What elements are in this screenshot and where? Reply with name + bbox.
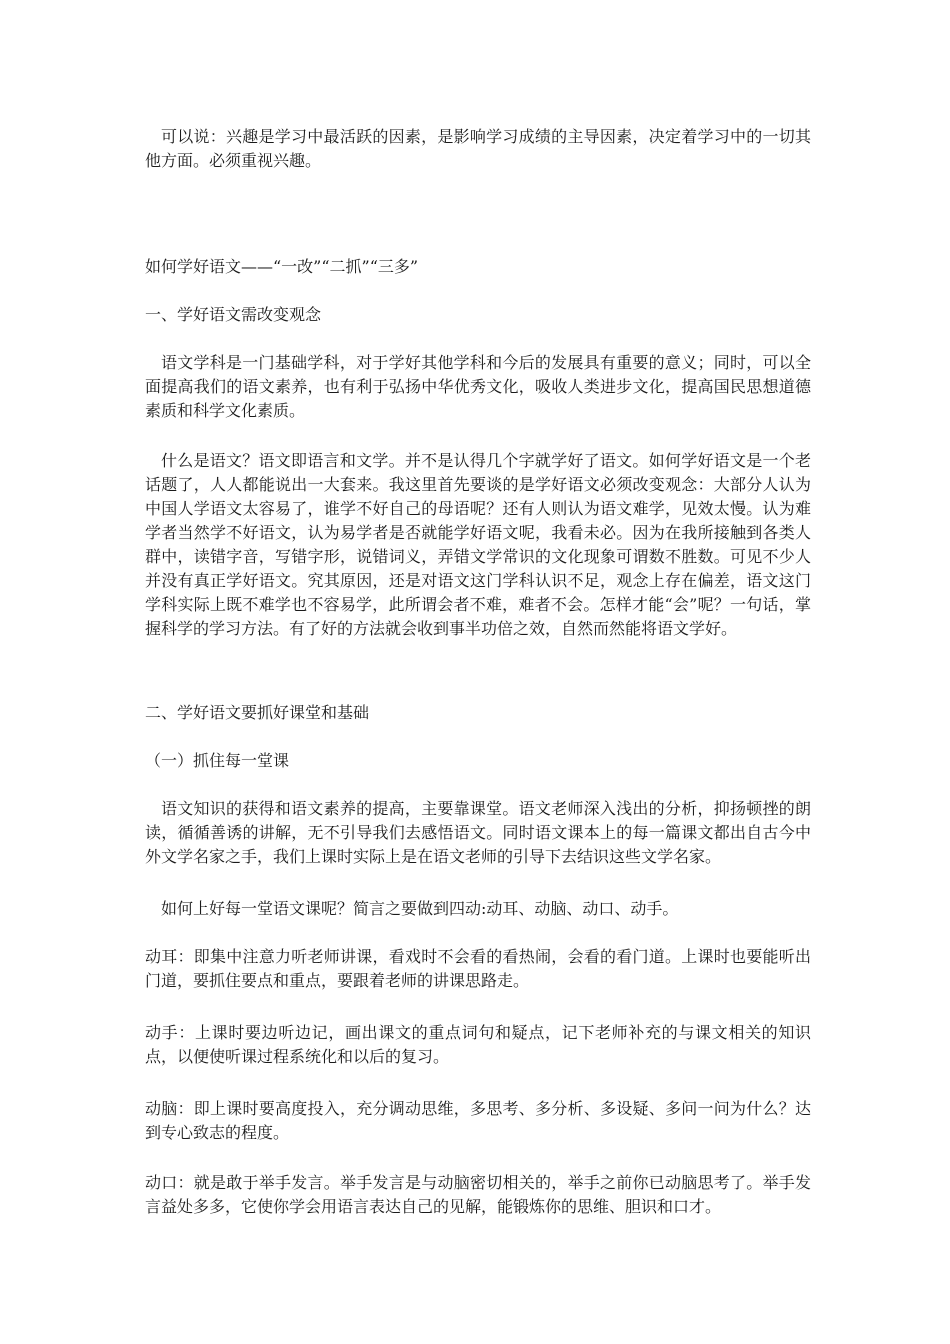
paragraph-four-actions: 如何上好每一堂语文课呢？简言之要做到四动:动耳、动脑、动口、动手。 <box>161 899 679 918</box>
paragraph-what-is-chinese: 什么是语文？语文即语言和文学。并不是认得几个字就学好了语文。如何学好语文是一个老话题了，人人都能说出一大套来。我这里首先要谈的是学好语文必须改变观念：大部分人认为中国人学语文太容易了，谁学不好自己的母语呢？还有人则认为语文难学，见效太慢。认为难学者当然学不好语文，认为易学者是否就能学好语文呢，我看未必。因为在我所接触到各类人群中，读错字音，写错字形，说错词义，弄错文学常识的文化现象可谓数不胜数。可见不少人并没有真正学好语文。究其原因，还是对语文这门学科认识不足，观念上存在偏差，语文这门学科实际上既不难学也不容易学，此所谓会者不难，难者不会。怎样才能“会”呢？一句话，掌握科学的学习方法。有了好的方法就会收到事半功倍之效，自然而然能将语文学好。 <box>145 451 811 638</box>
heading-classroom-basics: 二、学好语文要抓好课堂和基础 <box>145 703 370 722</box>
paragraph-use-hands: 动手：上课时要边听边记，画出课文的重点词句和疑点，记下老师补充的与课文相关的知识点，以便使听课过程系统化和以后的复习。 <box>145 1023 811 1066</box>
subheading-every-class: （一）抓住每一堂课 <box>145 751 290 770</box>
paragraph-chinese-subject: 语文学科是一门基础学科，对于学好其他学科和今后的发展具有重要的意义；同时，可以全面提高我们的语文素养，也有利于弘扬中华优秀文化，吸收人类进步文化，提高国民思想道德素质和科学文化素质。 <box>145 353 811 420</box>
paragraph-use-mouth: 动口：就是敢于举手发言。举手发言是与动脑密切相关的，举手之前你已动脑思考了。举手发言益处多多，它使你学会用语言表达自己的见解，能锻炼你的思维、胆识和口才。 <box>145 1173 811 1216</box>
heading-change-concept: 一、学好语文需改变观念 <box>145 305 322 324</box>
section-title: 如何学好语文——“一改”“二抓”“三多” <box>145 257 419 276</box>
paragraph-classroom: 语文知识的获得和语文素养的提高，主要靠课堂。语文老师深入浅出的分析，抑扬顿挫的朗读，循循善诱的讲解，无不引导我们去感悟语文。同时语文课本上的每一篇课文都出自古今中外文学名家之手，我们上课时实际上是在语文老师的引导下去结识这些文学名家。 <box>145 799 811 866</box>
paragraph-interest-summary: 可以说：兴趣是学习中最活跃的因素，是影响学习成绩的主导因素，决定着学习中的一切其他方面。必须重视兴趣。 <box>145 127 811 170</box>
paragraph-use-ears: 动耳：即集中注意力听老师讲课，看戏时不会看的看热闹，会看的看门道。上课时也要能听出门道，要抓住要点和重点，要跟着老师的讲课思路走。 <box>145 947 811 990</box>
paragraph-use-brain: 动脑：即上课时要高度投入，充分调动思维，多思考、多分析、多设疑、多问一问为什么？达到专心致志的程度。 <box>145 1099 811 1142</box>
